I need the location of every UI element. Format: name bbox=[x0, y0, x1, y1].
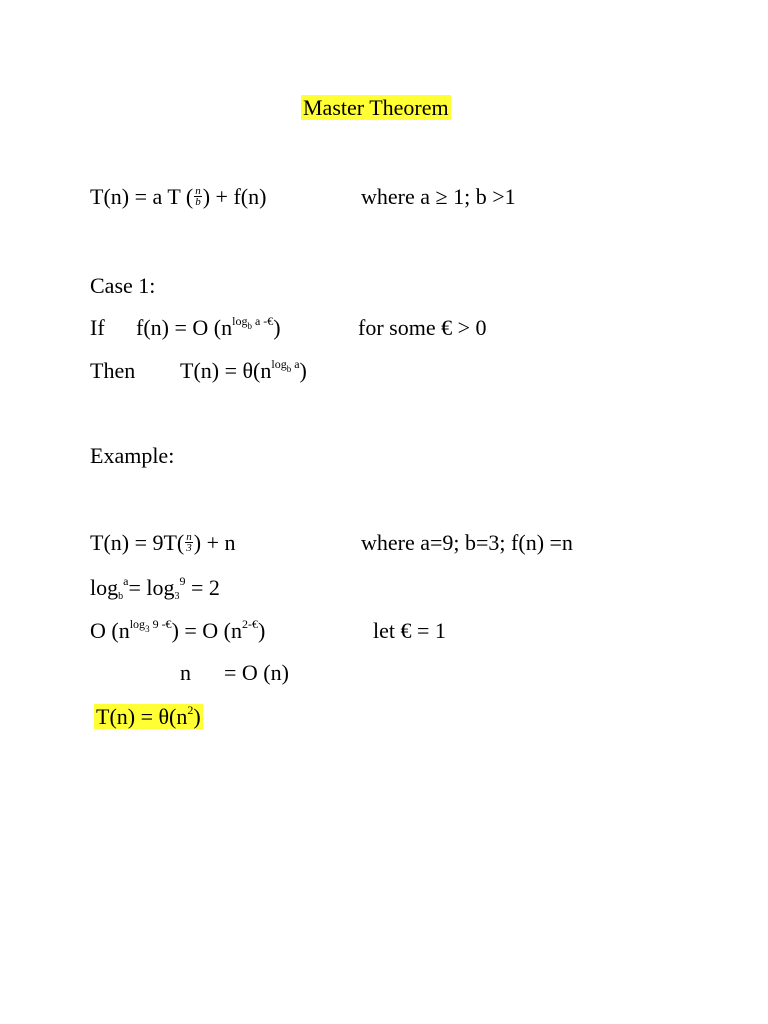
o-exp-log: log bbox=[129, 617, 146, 631]
fraction-numerator: n bbox=[195, 185, 201, 198]
example-rec-lhs: T(n) = 9T( bbox=[90, 530, 185, 555]
log-post: = 2 bbox=[185, 575, 220, 600]
example-result bbox=[94, 703, 203, 731]
o-exponent bbox=[129, 617, 172, 634]
if-exp-base: b bbox=[247, 321, 252, 331]
then-expr-pre: T(n) = θ(n bbox=[180, 358, 272, 383]
case1-if-expression bbox=[136, 314, 281, 342]
case1-heading: Case 1: bbox=[90, 273, 156, 298]
log-sup-a: a bbox=[123, 574, 129, 588]
if-exp-rest: a -€ bbox=[254, 314, 274, 328]
result-exp: 2 bbox=[187, 703, 194, 717]
example-recurrence-condition: where a=9; b=3; f(n) =n bbox=[361, 530, 573, 555]
example-o-line bbox=[90, 617, 265, 645]
result-highlight bbox=[94, 704, 203, 729]
then-exp-log: log bbox=[271, 357, 287, 371]
example-let-text: let € = 1 bbox=[373, 618, 446, 643]
o-exp-base: 3 bbox=[145, 624, 150, 634]
example-heading: Example: bbox=[90, 443, 175, 468]
recurrence-rhs: ) + f(n) bbox=[202, 184, 267, 209]
log-base-3: 3 bbox=[174, 591, 180, 602]
if-exponent bbox=[232, 314, 274, 331]
if-expr-post: ) bbox=[273, 315, 281, 340]
recurrence-lhs: T(n) = a T ( bbox=[90, 184, 194, 209]
case1-then-label: Then bbox=[90, 358, 136, 383]
title-highlight: Master Theorem bbox=[303, 95, 449, 120]
recurrence-line bbox=[90, 183, 266, 211]
if-exp-log: log bbox=[232, 314, 248, 328]
example-frac-num: n bbox=[186, 531, 192, 544]
fraction-denominator: b bbox=[195, 196, 201, 209]
o-exp-rest: 9 -€ bbox=[152, 617, 172, 631]
then-exp-base: b bbox=[286, 364, 292, 374]
case1-then-expression bbox=[180, 357, 307, 385]
example-log-line bbox=[90, 574, 220, 602]
case1-if-condition: for some € > 0 bbox=[358, 315, 487, 340]
log-sup-9: 9 bbox=[179, 574, 186, 588]
then-exp-rest: a bbox=[294, 357, 300, 371]
case1-if-label: If bbox=[90, 315, 105, 340]
example-n-text: n bbox=[180, 660, 191, 685]
example-recurrence bbox=[90, 529, 236, 557]
example-fraction bbox=[185, 532, 193, 553]
example-rec-rhs: ) + n bbox=[193, 530, 236, 555]
o-exp2: 2-€ bbox=[242, 617, 259, 631]
log-base-b: b bbox=[118, 591, 124, 602]
log-mid: = log bbox=[128, 575, 175, 600]
example-frac-den: 3 bbox=[186, 542, 192, 555]
o-post: ) bbox=[258, 618, 266, 643]
o-pre: O (n bbox=[90, 618, 130, 643]
if-expr-pre: f(n) = O (n bbox=[136, 315, 233, 340]
then-exponent bbox=[271, 357, 300, 374]
recurrence-condition: where a ≥ 1; b >1 bbox=[361, 184, 516, 209]
result-pre: T(n) = θ(n bbox=[96, 704, 188, 729]
result-post: ) bbox=[193, 704, 201, 729]
then-expr-post: ) bbox=[299, 358, 307, 383]
o-mid: ) = O (n bbox=[171, 618, 243, 643]
page-title bbox=[301, 94, 451, 122]
recurrence-fraction bbox=[194, 186, 202, 207]
log-pre: log bbox=[90, 575, 119, 600]
example-n-equals: = O (n) bbox=[224, 660, 289, 685]
